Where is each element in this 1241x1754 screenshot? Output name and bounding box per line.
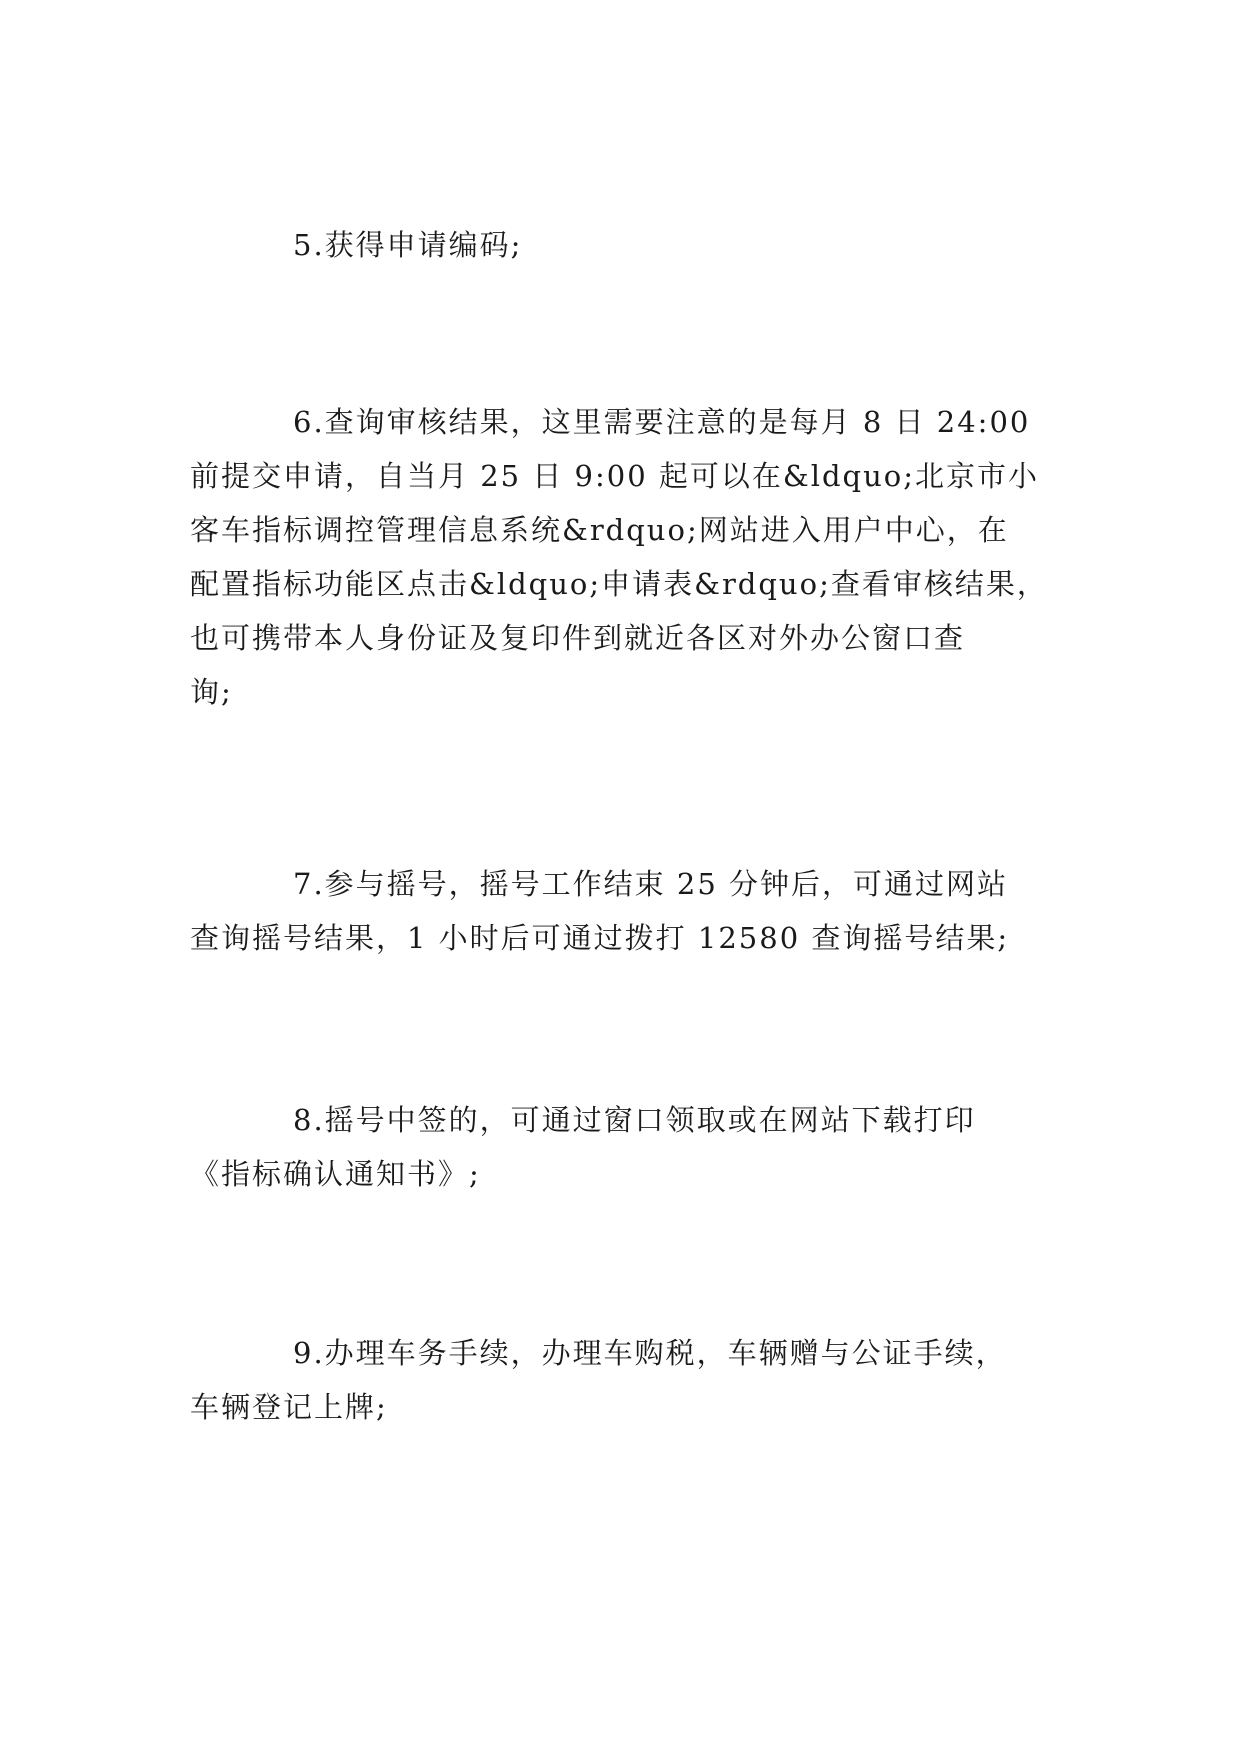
text-line: 《指标确认通知书》;: [190, 1157, 481, 1191]
text-line: 7.参与摇号，摇号工作结束 25 分钟后，可通过网站: [293, 867, 1009, 901]
text-line: 查询摇号结果，1 小时后可通过拨打 12580 查询摇号结果;: [190, 921, 1010, 955]
text-line: 6.查询审核结果，这里需要注意的是每月 8 日 24:00: [293, 405, 1031, 439]
paragraph-step-7: [190, 857, 1051, 965]
paragraph-step-5: [190, 218, 1051, 272]
paragraph-step-9: [190, 1326, 1051, 1434]
text-line: 前提交申请，自当月 25 日 9:00 起可以在&ldquo;北京市小: [190, 459, 1040, 493]
paragraph-step-8: [190, 1093, 1051, 1201]
text-line: 8.摇号中签的，可通过窗口领取或在网站下载打印: [293, 1103, 976, 1137]
text-line: 也可携带本人身份证及复印件到就近各区对外办公窗口查: [190, 621, 966, 655]
text-line: 车辆登记上牌;: [190, 1390, 388, 1424]
text-line: 询;: [190, 675, 233, 709]
text-line: 9.办理车务手续，办理车购税，车辆赠与公证手续，: [293, 1336, 1007, 1370]
text-line: 5.获得申请编码;: [293, 228, 523, 262]
text-line: 客车指标调控管理信息系统&rdquo;网站进入用户中心，在: [190, 513, 1009, 547]
text-line: 配置指标功能区点击&ldquo;申请表&rdquo;查看审核结果，: [190, 567, 1048, 601]
paragraph-step-6: [190, 395, 1051, 719]
